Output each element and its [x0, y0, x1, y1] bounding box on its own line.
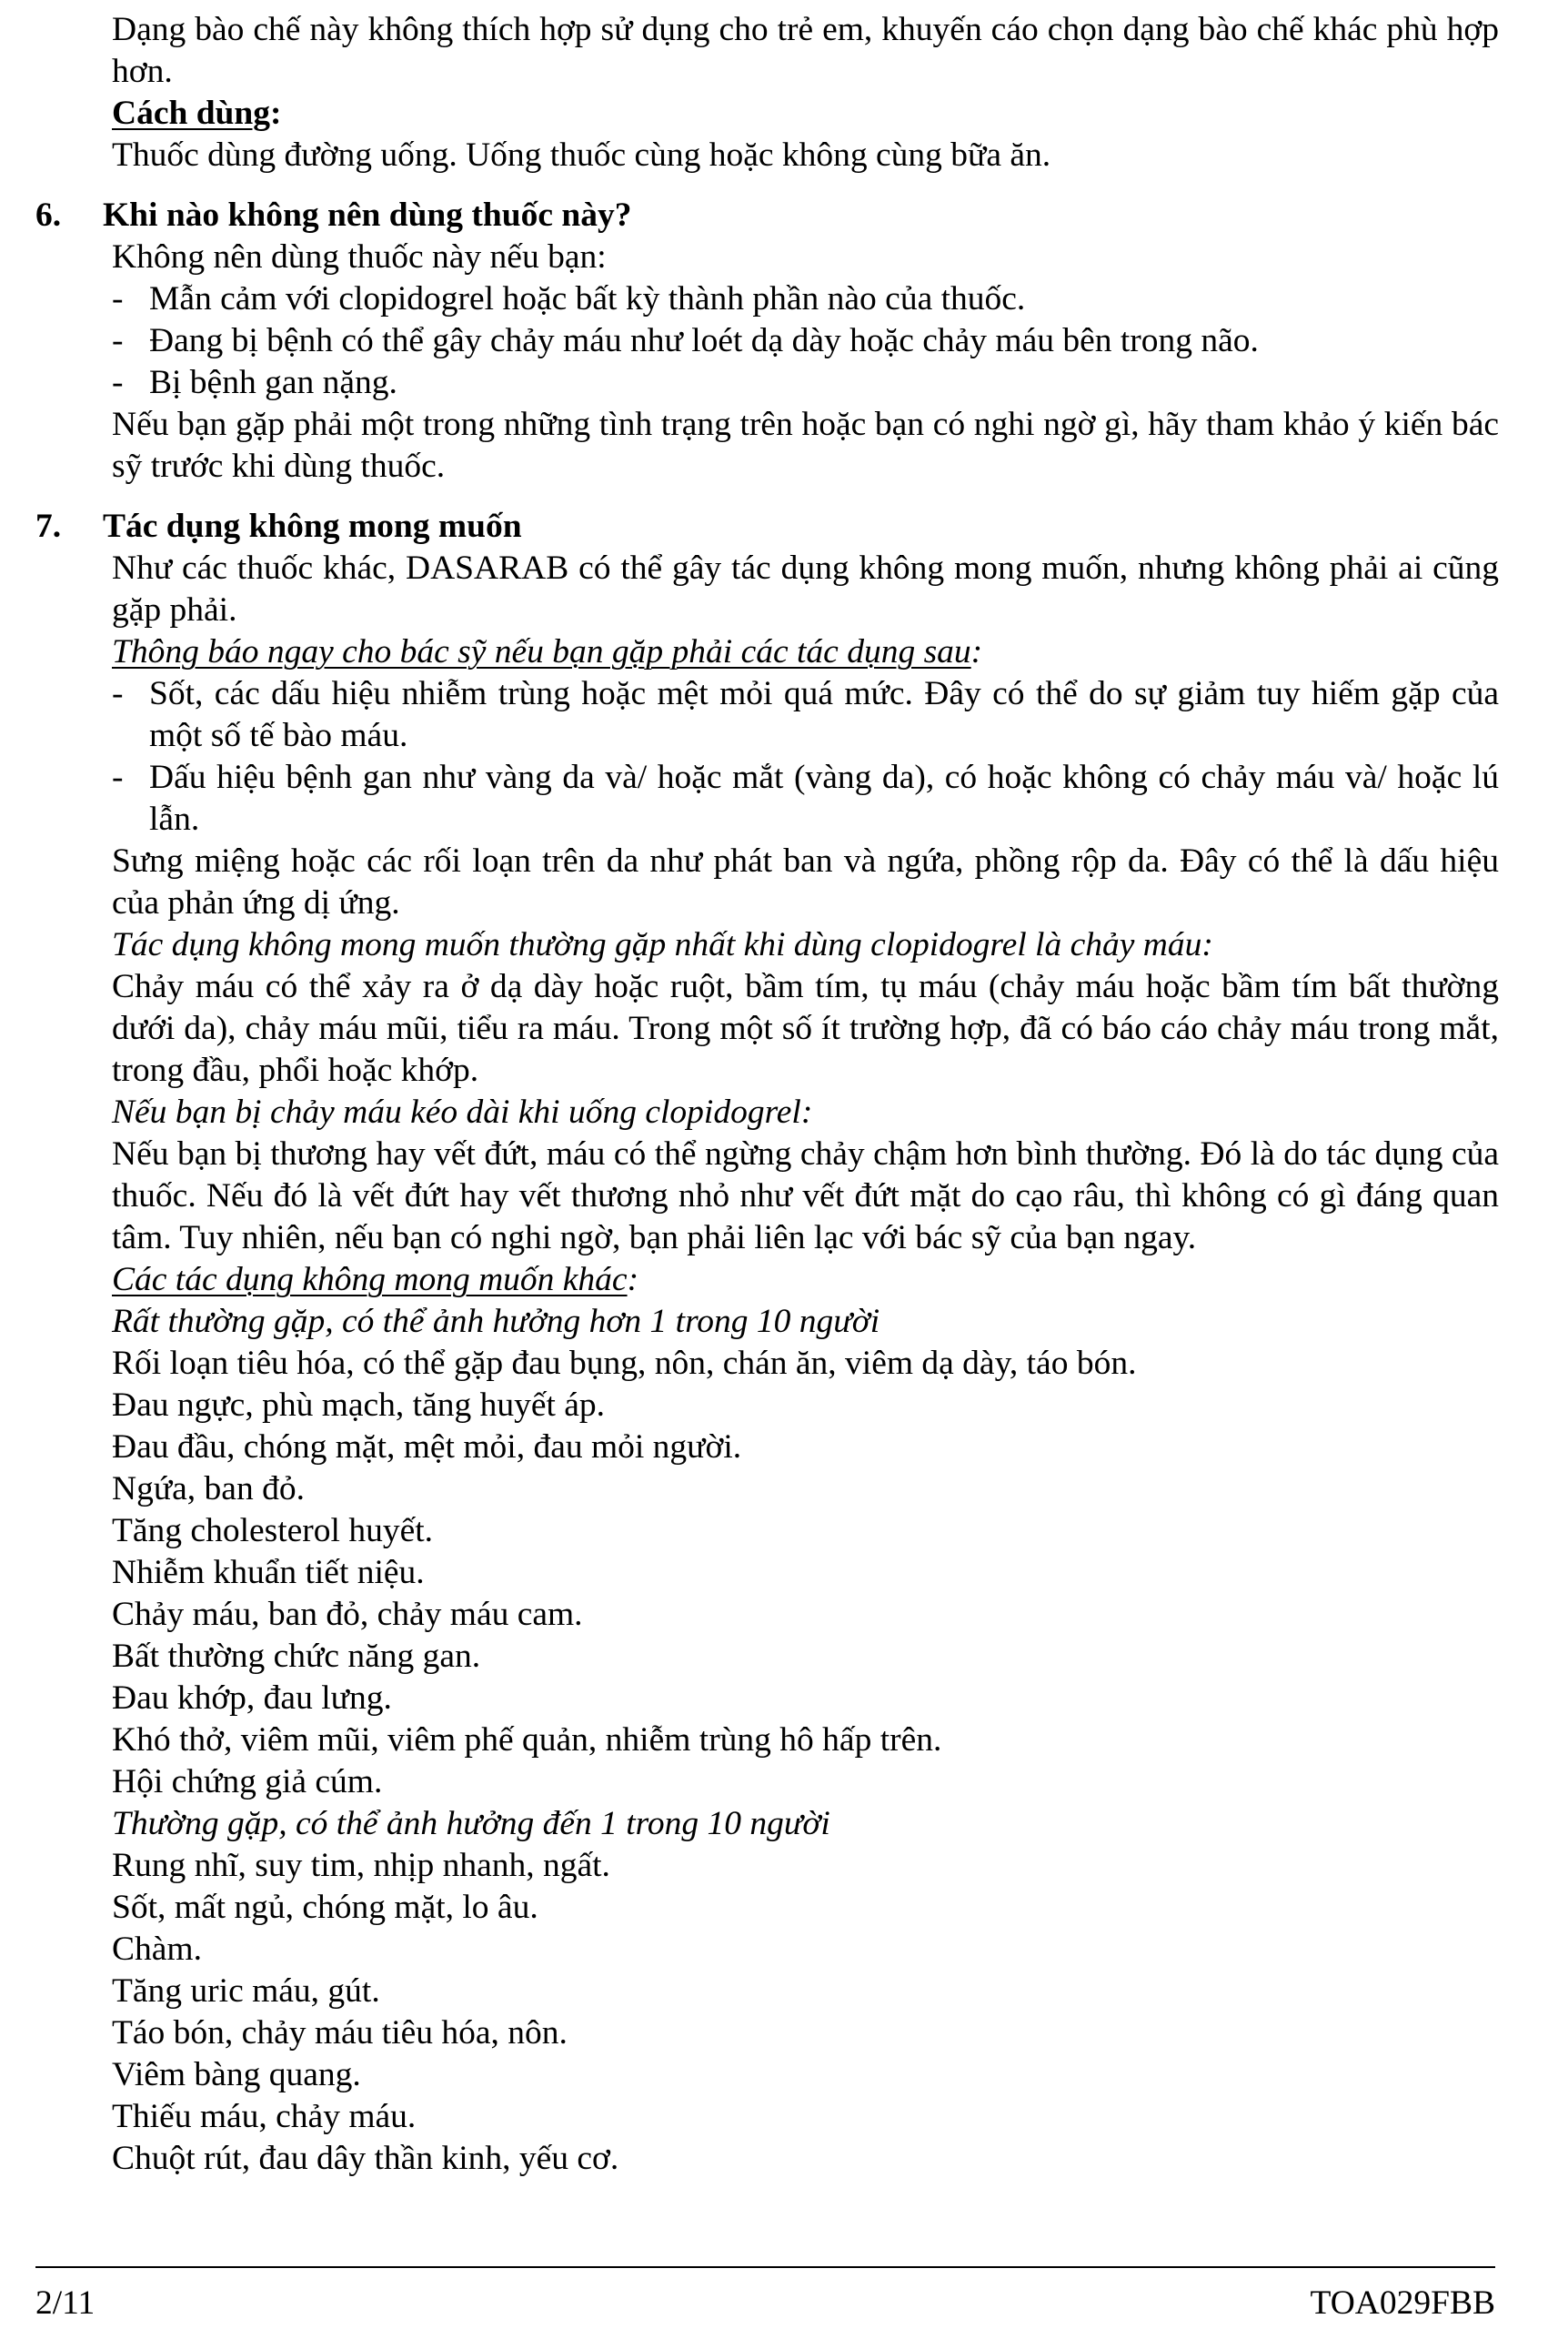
list-item: Đau ngực, phù mạch, tăng huyết áp. [112, 1386, 606, 1424]
section-7-heading [35, 506, 1499, 548]
notify-heading-line [112, 631, 1499, 673]
list-item: - Dấu hiệu bệnh gan như vàng da và/ hoặc mắt (vàng da), có hoặc không có chảy máu và/ hoặc lú lẫn. [112, 759, 1499, 838]
list-item: Tăng cholesterol huyết. [112, 1512, 434, 1549]
list-item: - Đang bị bệnh có thể gây chảy máu như loét dạ dày hoặc chảy máu bên trong não. [112, 320, 1499, 362]
common-list [112, 1845, 1499, 2180]
common-bleeding-text: Chảy máu có thể xảy ra ở dạ dày hoặc ruột, bầm tím, tụ máu (chảy máu hoặc bầm tím bất thường dưới da), chảy máu mũi, tiểu ra máu. Trong một số ít trường hợp, đã có báo cáo chảy máu trong mắt, trong đầu, phổi hoặc khớp. [112, 968, 1499, 1089]
other-effects-heading: Các tác dụng không mong muốn khác [112, 1261, 628, 1298]
list-item: Sốt, mất ngủ, chóng mặt, lo âu. [112, 1889, 538, 1926]
very-common-list [112, 1343, 1499, 1803]
list-item: Bất thường chức năng gan. [112, 1638, 481, 1675]
notify-colon: : [970, 633, 983, 670]
section-7 [35, 506, 1499, 2180]
footer-divider [35, 2266, 1495, 2268]
prolonged-bleeding-heading: Nếu bạn bị chảy máu kéo dài khi uống clopidogrel: [112, 1094, 813, 1131]
list-item: Rối loạn tiêu hóa, có thể gặp đau bụng, nôn, chán ăn, viêm dạ dày, táo bón. [112, 1345, 1137, 1382]
section-7-intro: Như các thuốc khác, DASARAB có thể gây tác dụng không mong muốn, nhưng không phải ai cũng gặp phải. [112, 549, 1499, 629]
dash-bullet: - [112, 364, 124, 401]
list-item: Đau khớp, đau lưng. [112, 1679, 392, 1717]
notify-heading: Thông báo ngay cho bác sỹ nếu bạn gặp phải các tác dụng sau [112, 633, 971, 670]
other-effects-colon: : [627, 1261, 639, 1298]
section-6-number: 6. [35, 197, 62, 234]
very-common-heading: Rất thường gặp, có thể ảnh hưởng hơn 1 trong 10 người [112, 1303, 880, 1340]
page-content [35, 9, 1499, 2180]
page-number: 2/11 [35, 2284, 95, 2322]
notify-list [112, 673, 1499, 841]
section-6 [35, 195, 1499, 488]
list-item: Tăng uric máu, gút. [112, 1972, 380, 2010]
list-item: Chàm. [112, 1931, 202, 1968]
list-item: Chảy máu, ban đỏ, chảy máu cam. [112, 1596, 583, 1633]
list-item: - Mẫn cảm với clopidogrel hoặc bất kỳ thành phần nào của thuốc. [112, 278, 1499, 320]
list-item: Chuột rút, đau dây thần kinh, yếu cơ. [112, 2140, 619, 2177]
section-7-number: 7. [35, 508, 62, 545]
list-item: Viêm bàng quang. [112, 2056, 361, 2093]
list-item: Rung nhĩ, suy tim, nhịp nhanh, ngất. [112, 1847, 610, 1884]
list-item: Ngứa, ban đỏ. [112, 1470, 305, 1507]
list-item: - Sốt, các dấu hiệu nhiễm trùng hoặc mệt mỏi quá mức. Đây có thể do sự giảm tuy hiếm gặp của một số tế bào máu. [112, 675, 1499, 754]
section-7-title: Tác dụng không mong muốn [103, 508, 522, 545]
usage-text: Thuốc dùng đường uống. Uống thuốc cùng hoặc không cùng bữa ăn. [112, 136, 1051, 174]
contraindication-list [112, 278, 1499, 404]
usage-colon: : [270, 95, 282, 132]
list-item: - Bị bệnh gan nặng. [112, 362, 1499, 404]
dash-bullet: - [112, 675, 124, 712]
dash-bullet: - [112, 322, 124, 359]
allergy-text: Sưng miệng hoặc các rối loạn trên da như phát ban và ngứa, phồng rộp da. Đây có thể là dấu hiệu của phản ứng dị ứng. [112, 842, 1499, 922]
common-heading: Thường gặp, có thể ảnh hưởng đến 1 trong 10 người [112, 1805, 830, 1842]
list-item: Táo bón, chảy máu tiêu hóa, nôn. [112, 2014, 568, 2052]
list-item: Thiếu máu, chảy máu. [112, 2098, 417, 2135]
usage-heading [112, 93, 1499, 135]
prolonged-bleeding-text: Nếu bạn bị thương hay vết đứt, máu có thể ngừng chảy chậm hơn bình thường. Đó là do tác dụng của thuốc. Nếu đó là vết đứt hay vết thương nhỏ như vết đứt mặt do cạo râu, thì không có gì đáng quan tâm. Tuy nhiên, nếu bạn có nghi ngờ, bạn phải liên lạc với bác sỹ của bạn ngay. [112, 1135, 1499, 1256]
usage-label: Cách dùng [112, 95, 271, 132]
list-item: Đau đầu, chóng mặt, mệt mỏi, đau mỏi người. [112, 1428, 742, 1466]
list-item: Nhiễm khuẩn tiết niệu. [112, 1554, 425, 1591]
other-effects-heading-line [112, 1259, 1499, 1301]
dosage-note: Dạng bào chế này không thích hợp sử dụng cho trẻ em, khuyến cáo chọn dạng bào chế khác phù hợp hơn. [112, 11, 1499, 90]
section-6-title: Khi nào không nên dùng thuốc này? [103, 197, 632, 234]
dash-bullet: - [112, 759, 124, 796]
document-code: TOA029FBB [1310, 2284, 1495, 2322]
section-6-advice: Nếu bạn gặp phải một trong những tình trạng trên hoặc bạn có nghi ngờ gì, hãy tham khảo ý kiến bác sỹ trước khi dùng thuốc. [112, 406, 1499, 485]
dash-bullet: - [112, 280, 124, 318]
common-bleeding-heading: Tác dụng không mong muốn thường gặp nhất khi dùng clopidogrel là chảy máu: [112, 926, 1213, 963]
section-6-lead: Không nên dùng thuốc này nếu bạn: [112, 238, 607, 276]
list-item: Hội chứng giả cúm. [112, 1763, 383, 1800]
list-item: Khó thở, viêm mũi, viêm phế quản, nhiễm trùng hô hấp trên. [112, 1721, 942, 1759]
section-6-heading [35, 195, 1499, 237]
